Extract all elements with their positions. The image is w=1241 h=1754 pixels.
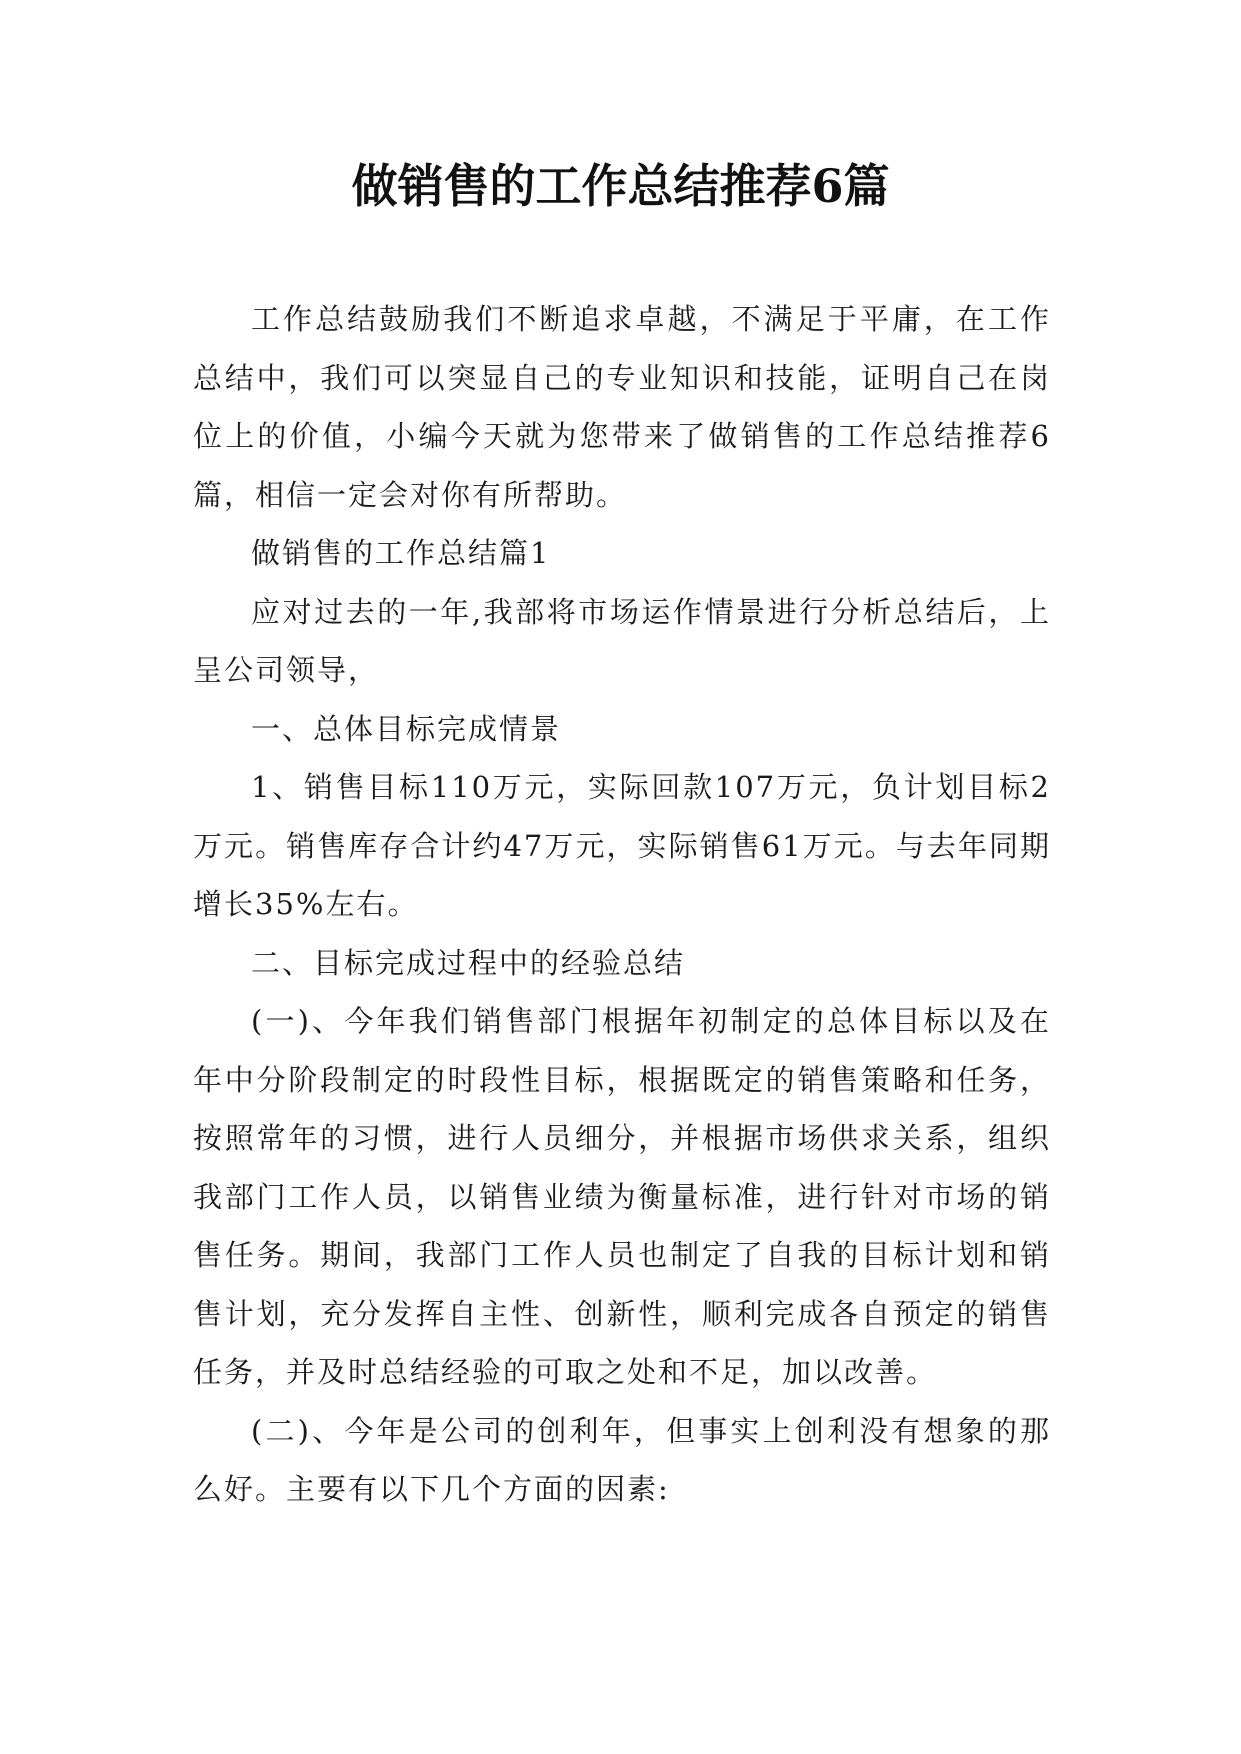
section-heading-overall-goal: 一、总体目标完成情景	[251, 711, 562, 746]
body-paragraph: (一)、今年我们销售部门根据年初制定的总体目标以及在年中分阶段制定的时段性目标，根据既定的销售策略和任务，按照常年的习惯，进行人员细分，并根据市场供求关系，组织我部门工作人员，以销售业绩为衡量标准，进行针对市场的销售任务。期间，我部门工作人员也制定了自我的目标计划和销售计划，充分发挥自主性、创新性，顺利完成各自预定的销售任务，并及时总结经验的可取之处和不足，加以改善。	[193, 1004, 1051, 1389]
document-body	[193, 290, 1051, 1519]
section-heading-part-1: 做销售的工作总结篇1	[251, 536, 551, 570]
document-title: 做销售的工作总结推荐6篇	[351, 159, 890, 213]
section-heading-experience: 二、目标完成过程中的经验总结	[251, 945, 686, 980]
body-paragraph: (二)、今年是公司的创利年，但事实上创利没有想象的那么好。主要有以下几个方面的因素:	[193, 1413, 1051, 1506]
body-paragraph: 1、销售目标110万元，实际回款107万元，负计划目标2万元。销售库存合计约47万元，实际销售61万元。与去年同期增长35%左右。	[193, 770, 1051, 921]
body-paragraph: 应对过去的一年,我部将市场运作情景进行分析总结后，上呈公司领导，	[193, 594, 1051, 687]
intro-paragraph: 工作总结鼓励我们不断追求卓越，不满足于平庸，在工作总结中，我们可以突显自己的专业知识和技能，证明自己在岗位上的价值，小编今天就为您带来了做销售的工作总结推荐6篇，相信一定会对你有所帮助。	[193, 302, 1051, 512]
